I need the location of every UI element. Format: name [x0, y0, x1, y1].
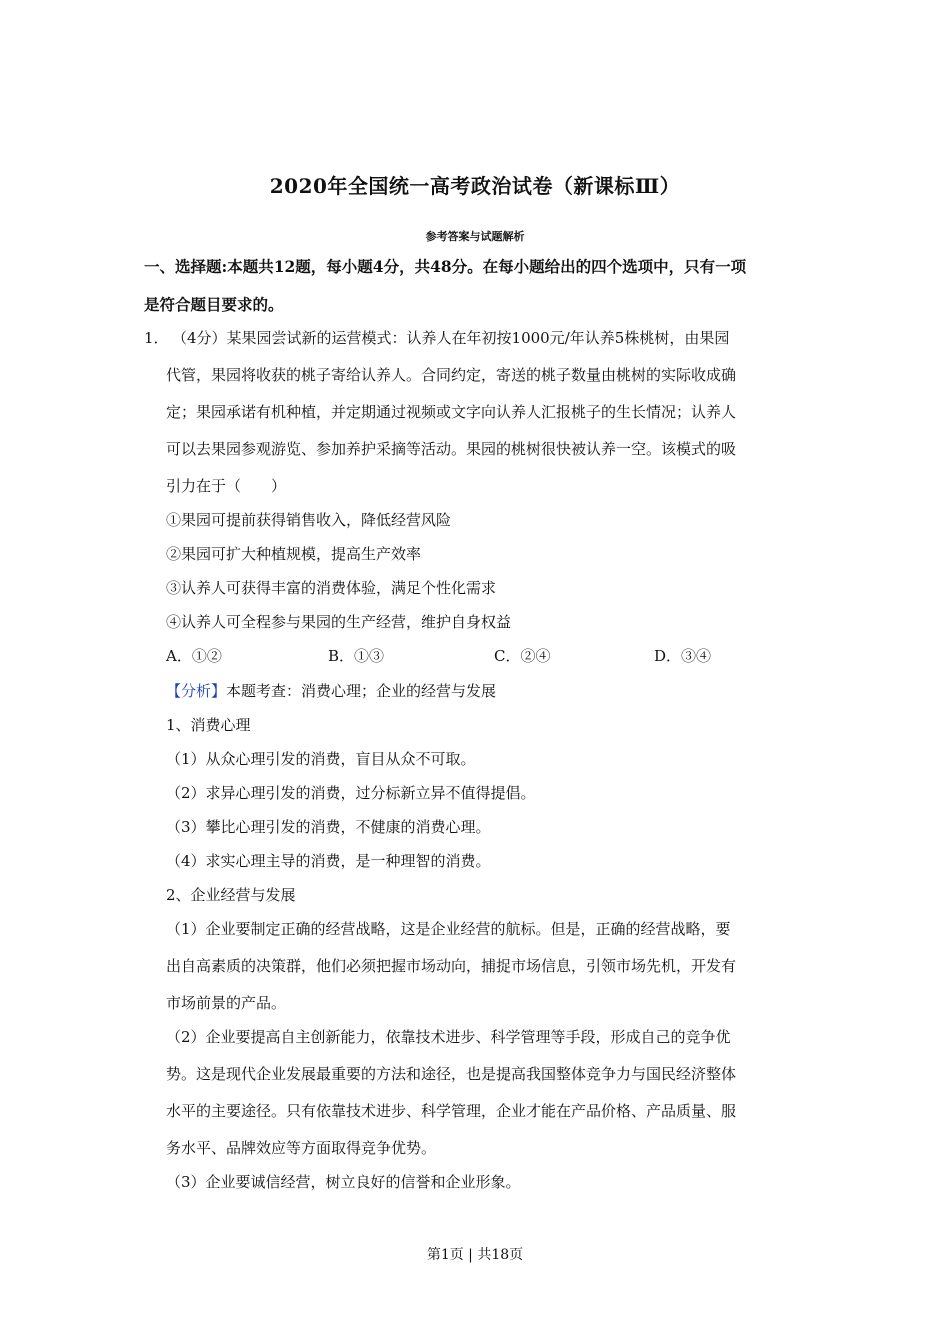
analysis-intro — [166, 680, 496, 701]
analysis-line-9: 市场前景的产品。 — [166, 994, 287, 1012]
analysis-line-12: 水平的主要途径。只有依靠技术进步、科学管理，企业才能在产品价格、产品质量、服 — [166, 1102, 737, 1120]
analysis-tag: 【分析】 — [166, 682, 227, 700]
statement-4: ④认养人可全程参与果园的生产经营，维护自身权益 — [166, 613, 512, 631]
option-b: B．①③ — [328, 647, 385, 665]
analysis-intro-text: 本题考查：消费心理；企业的经营与发展 — [226, 682, 497, 700]
analysis-line-8: 出自高素质的决策群，他们必须把握市场动向，捕捉市场信息，引领市场先机，开发有 — [166, 957, 737, 975]
statement-3: ③认养人可获得丰富的消费体验，满足个性化需求 — [166, 579, 497, 597]
section-heading-line-1: 一、选择题:本题共12题，每小题4分，共48分。在每小题给出的四个选项中，只有一项 — [144, 257, 747, 276]
question-stem-line-1: （4分）某果园尝试新的运营模式：认养人在年初按1000元/年认养5株桃树，由果园 — [172, 329, 730, 347]
option-c: C．②④ — [494, 647, 551, 665]
option-a: A．①② — [166, 647, 222, 665]
question-number: 1． — [144, 329, 169, 347]
analysis-line-6: 2、企业经营与发展 — [166, 886, 296, 904]
analysis-line-14: （3）企业要诚信经营，树立良好的信誉和企业形象。 — [166, 1173, 521, 1191]
option-d: D．③④ — [654, 647, 712, 665]
question-stem-line-5: 引力在于（ ） — [166, 477, 287, 495]
analysis-line-11: 势。这是现代企业发展最重要的方法和途径，也是提高我国整体竞争力与国民经济整体 — [166, 1065, 737, 1083]
document-title: 2020年全国统一高考政治试卷（新课标Ⅲ） — [269, 174, 681, 198]
analysis-line-13: 务水平、品牌效应等方面取得竞争优势。 — [166, 1139, 437, 1157]
analysis-line-3: （2）求异心理引发的消费，过分标新立异不值得提倡。 — [166, 784, 536, 802]
analysis-line-1: 1、消费心理 — [166, 716, 251, 734]
analysis-line-7: （1）企业要制定正确的经营战略，这是企业经营的航标。但是，正确的经营战略，要 — [166, 920, 731, 938]
question-stem-line-3: 定；果园承诺有机种植，并定期通过视频或文字向认养人汇报桃子的生长情况；认养人 — [166, 403, 737, 421]
analysis-line-10: （2）企业要提高自主创新能力，依靠技术进步、科学管理等手段，形成自己的竞争优 — [166, 1028, 731, 1046]
section-heading-line-2: 是符合题目要求的。 — [144, 295, 284, 314]
question-stem-line-2: 代管，果园将收获的桃子寄给认养人。合同约定，寄送的桃子数量由桃树的实际收成确 — [166, 366, 737, 384]
statement-2: ②果园可扩大种植规模，提高生产效率 — [166, 545, 422, 563]
page-footer: 第1页 | 共18页 — [426, 1247, 524, 1263]
analysis-line-5: （4）求实心理主导的消费，是一种理智的消费。 — [166, 852, 491, 870]
statement-1: ①果园可提前获得销售收入，降低经营风险 — [166, 511, 452, 529]
analysis-line-2: （1）从众心理引发的消费，盲目从众不可取。 — [166, 750, 476, 768]
analysis-line-4: （3）攀比心理引发的消费，不健康的消费心理。 — [166, 818, 491, 836]
document-subtitle: 参考答案与试题解析 — [425, 230, 525, 243]
question-stem-line-4: 可以去果园参观游览、参加养护采摘等活动。果园的桃树很快被认养一空。该模式的吸 — [166, 440, 737, 458]
